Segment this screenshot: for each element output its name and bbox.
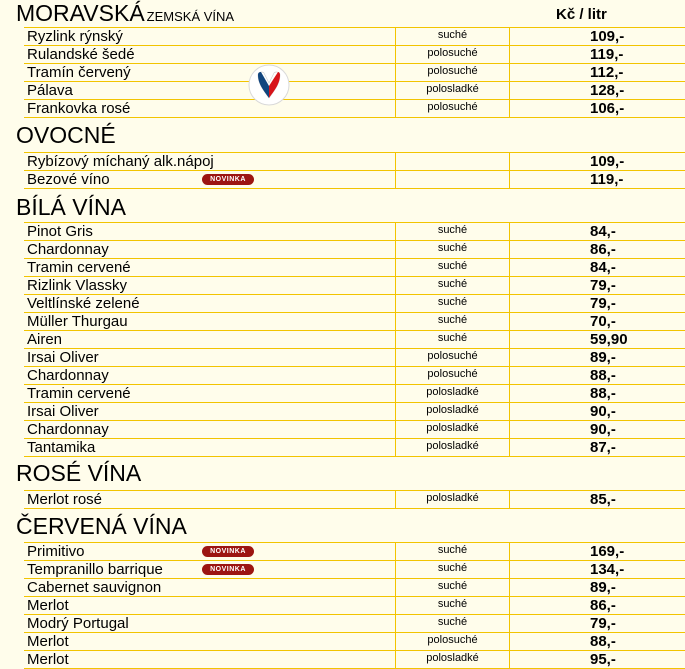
wine-name: Modrý Portugal	[24, 615, 396, 632]
wine-type: polosladké	[396, 651, 510, 668]
section-title-bila-vina: BÍLÁ VÍNA	[16, 194, 126, 220]
header	[0, 0, 685, 27]
table-row	[24, 596, 685, 614]
price-column-header: Kč / litr	[556, 6, 607, 23]
wine-price: 59,90	[590, 331, 628, 348]
wine-name: Tramín červený	[24, 64, 396, 81]
wine-price: 89,-	[590, 349, 616, 366]
section-title-cervena-vina: ČERVENÁ VÍNA	[16, 513, 187, 539]
table-moravska	[24, 27, 685, 118]
table-row	[24, 63, 685, 81]
section-subtitle: ZEMSKÁ VÍNA	[146, 9, 235, 24]
wine-type: polosuché	[396, 46, 510, 63]
table-row	[24, 632, 685, 650]
table-row	[24, 420, 685, 438]
table-row	[24, 81, 685, 99]
wine-price: 79,-	[590, 615, 616, 632]
wine-type: polosladké	[396, 491, 510, 508]
czech-heart-logo-icon	[248, 64, 290, 106]
table-row	[24, 258, 685, 276]
table-row	[24, 312, 685, 330]
wine-price: 128,-	[590, 82, 625, 99]
table-row	[24, 650, 685, 669]
table-row	[24, 27, 685, 45]
wine-name: Rizlink Vlassky	[24, 277, 396, 294]
table-row	[24, 384, 685, 402]
wine-name: Chardonnay	[24, 367, 396, 384]
wine-name: Rulandské šedé	[24, 46, 396, 63]
wine-name: Merlot	[24, 633, 396, 650]
wine-price: 106,-	[590, 100, 625, 117]
wine-type: polosladké	[396, 439, 510, 456]
table-row	[24, 152, 685, 170]
wine-name: Ryzlink rýnský	[24, 28, 396, 45]
section-title-moravska	[16, 0, 234, 30]
table-row	[24, 438, 685, 457]
table-row	[24, 578, 685, 596]
wine-type: polosuché	[396, 100, 510, 117]
table-rose-vina	[24, 490, 685, 509]
wine-name: Pinot Gris	[24, 223, 396, 240]
novinka-badge: NOVINKA	[202, 546, 254, 557]
wine-price: 95,-	[590, 651, 616, 668]
table-row	[24, 348, 685, 366]
wine-name: Irsai Oliver	[24, 349, 396, 366]
wine-type	[396, 153, 510, 170]
novinka-badge: NOVINKA	[202, 564, 254, 575]
wine-type: polosladké	[396, 403, 510, 420]
wine-type: suché	[396, 561, 510, 578]
wine-price: 88,-	[590, 633, 616, 650]
wine-price: 119,-	[590, 46, 624, 63]
wine-type: suché	[396, 331, 510, 348]
wine-name: Rybízový míchaný alk.nápoj	[24, 153, 396, 170]
table-row	[24, 490, 685, 509]
wine-type: polosladké	[396, 385, 510, 402]
wine-type: suché	[396, 277, 510, 294]
wine-type: polosuché	[396, 64, 510, 81]
wine-price: 90,-	[590, 421, 616, 438]
wine-type: suché	[396, 579, 510, 596]
wine-type: suché	[396, 28, 510, 45]
novinka-badge: NOVINKA	[202, 174, 254, 185]
wine-name: Tramin cervené	[24, 385, 396, 402]
wine-type: polosuché	[396, 367, 510, 384]
wine-name: Müller Thurgau	[24, 313, 396, 330]
wine-type	[396, 171, 510, 188]
wine-price: 70,-	[590, 313, 616, 330]
table-row	[24, 542, 685, 560]
table-row	[24, 402, 685, 420]
wine-type: suché	[396, 259, 510, 276]
table-row	[24, 330, 685, 348]
wine-price: 84,-	[590, 223, 616, 240]
table-row	[24, 99, 685, 118]
table-ovocne	[24, 152, 685, 189]
table-row	[24, 614, 685, 632]
wine-type: suché	[396, 597, 510, 614]
wine-price: 169,-	[590, 543, 625, 560]
section-title-rose-vina: ROSÉ VÍNA	[16, 460, 142, 486]
table-row	[24, 294, 685, 312]
wine-name: Chardonnay	[24, 241, 396, 258]
wine-type: suché	[396, 223, 510, 240]
wine-price: 87,-	[590, 439, 616, 456]
wine-price: 109,-	[590, 153, 625, 170]
table-bila-vina	[24, 222, 685, 457]
wine-name: Pálava	[24, 82, 396, 99]
wine-type: suché	[396, 241, 510, 258]
wine-name: Primitivo	[24, 543, 396, 560]
wine-name: Veltlínské zelené	[24, 295, 396, 312]
wine-price: 112,-	[590, 64, 624, 81]
wine-price: 89,-	[590, 579, 616, 596]
table-row	[24, 45, 685, 63]
wine-type: polosuché	[396, 633, 510, 650]
section-title-ovocne: OVOCNÉ	[16, 122, 116, 148]
wine-name: Merlot rosé	[24, 491, 396, 508]
wine-price: 119,-	[590, 171, 624, 188]
table-cervena-vina	[24, 542, 685, 669]
table-row	[24, 276, 685, 294]
wine-type: polosladké	[396, 421, 510, 438]
wine-price: 79,-	[590, 295, 616, 312]
wine-price: 86,-	[590, 241, 616, 258]
wine-price: 90,-	[590, 403, 616, 420]
wine-type: suché	[396, 543, 510, 560]
wine-name: Tempranillo barrique	[24, 561, 396, 578]
table-row	[24, 560, 685, 578]
wine-name: Merlot	[24, 651, 396, 668]
wine-type: suché	[396, 615, 510, 632]
wine-type: suché	[396, 313, 510, 330]
table-row	[24, 240, 685, 258]
wine-price: 109,-	[590, 28, 625, 45]
wine-name: Tramin cervené	[24, 259, 396, 276]
wine-name: Cabernet sauvignon	[24, 579, 396, 596]
wine-name: Airen	[24, 331, 396, 348]
wine-price: 86,-	[590, 597, 616, 614]
wine-price: 84,-	[590, 259, 616, 276]
wine-name: Bezové víno	[24, 171, 396, 188]
wine-name: Irsai Oliver	[24, 403, 396, 420]
table-row	[24, 170, 685, 189]
wine-type: suché	[396, 295, 510, 312]
wine-name: Chardonnay	[24, 421, 396, 438]
table-row	[24, 222, 685, 240]
section-title-text: MORAVSKÁ	[16, 0, 145, 26]
wine-name: Merlot	[24, 597, 396, 614]
wine-price: 134,-	[590, 561, 625, 578]
wine-name: Tantamika	[24, 439, 396, 456]
wine-price: 85,-	[590, 491, 616, 508]
wine-name: Frankovka rosé	[24, 100, 396, 117]
wine-type: polosladké	[396, 82, 510, 99]
wine-price: 79,-	[590, 277, 616, 294]
wine-type: polosuché	[396, 349, 510, 366]
wine-price: 88,-	[590, 367, 616, 384]
table-row	[24, 366, 685, 384]
wine-price: 88,-	[590, 385, 616, 402]
